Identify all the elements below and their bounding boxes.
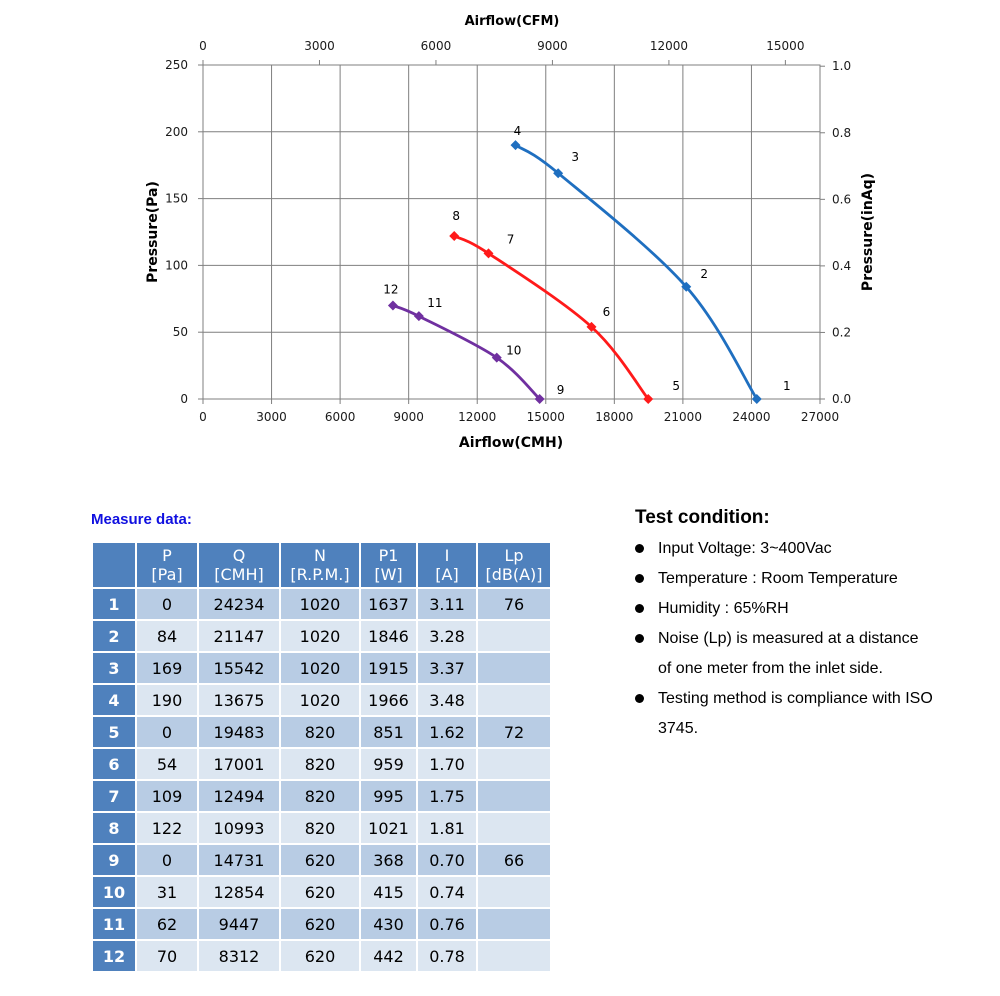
header-symbol: P <box>162 546 172 565</box>
x-axis-bottom-title: Airflow(CMH) <box>458 435 564 451</box>
table-cell: 0.74 <box>418 877 476 907</box>
table-cell: 9447 <box>199 909 279 939</box>
row-number: 10 <box>93 877 135 907</box>
table-cell: 0.76 <box>418 909 476 939</box>
table-cell: 3.28 <box>418 621 476 651</box>
table-cell: 820 <box>281 717 359 747</box>
table-cell: 21147 <box>199 621 279 651</box>
data-point-label: 3 <box>571 150 579 165</box>
y-axis-left-title: Pressure(Pa) <box>145 181 161 283</box>
table-cell: 430 <box>361 909 416 939</box>
table-header-cell <box>478 543 550 587</box>
row-number: 4 <box>93 685 135 715</box>
header-symbol: I <box>444 546 450 565</box>
table-cell: 54 <box>137 749 197 779</box>
row-number: 8 <box>93 813 135 843</box>
table-cell: 3.37 <box>418 653 476 683</box>
header-unit: [CMH] <box>214 565 264 584</box>
table-cell: 1.75 <box>418 781 476 811</box>
data-point-marker <box>388 300 398 310</box>
table-cell: 0 <box>137 845 197 875</box>
table-cell: 66 <box>478 845 550 875</box>
table-cell <box>478 909 550 939</box>
table-cell: 1637 <box>361 589 416 619</box>
header-unit: [W] <box>374 565 403 584</box>
table-cell: 1846 <box>361 621 416 651</box>
table-cell: 1020 <box>281 589 359 619</box>
table-header-cell <box>137 543 197 587</box>
row-number: 9 <box>93 845 135 875</box>
test-condition-item <box>633 534 933 564</box>
series-group <box>449 209 680 404</box>
table-cell: 1.81 <box>418 813 476 843</box>
bullet-icon <box>635 634 644 643</box>
table-cell: 3.48 <box>418 685 476 715</box>
table-cell: 84 <box>137 621 197 651</box>
table-cell: 31 <box>137 877 197 907</box>
row-number: 2 <box>93 621 135 651</box>
test-condition-text: Humidity : 65%RH <box>658 600 789 617</box>
top-tick-label: 0 <box>199 39 207 53</box>
right-tick-label: 0.2 <box>832 325 852 340</box>
table-row <box>93 781 550 811</box>
header-symbol: Lp <box>504 546 524 565</box>
table-cell: 109 <box>137 781 197 811</box>
table-row <box>93 685 550 715</box>
table-cell: 0 <box>137 717 197 747</box>
bullet-icon <box>635 604 644 613</box>
right-tick-label: 0.6 <box>832 192 852 207</box>
x-tick-label: 12000 <box>458 410 497 424</box>
table-cell: 820 <box>281 813 359 843</box>
x-tick-label: 3000 <box>256 410 287 424</box>
test-condition-item <box>633 594 933 624</box>
table-cell: 14731 <box>199 845 279 875</box>
x-axis-top-title: Airflow(CFM) <box>464 14 560 29</box>
table-cell: 1966 <box>361 685 416 715</box>
fan-performance-chart <box>0 0 1000 470</box>
data-point-marker <box>414 311 424 321</box>
table-cell: 415 <box>361 877 416 907</box>
y-tick-label: 250 <box>165 58 188 72</box>
table-row <box>93 813 550 843</box>
header-unit: [dB(A)] <box>485 565 543 584</box>
table-row <box>93 877 550 907</box>
y-tick-label: 100 <box>165 258 188 273</box>
top-tick-label: 15000 <box>766 39 805 53</box>
header-unit: [R.P.M.] <box>290 565 350 584</box>
table-cell: 0.78 <box>418 941 476 971</box>
table-row <box>93 621 550 651</box>
test-condition-item <box>633 624 933 684</box>
top-tick-label: 12000 <box>649 39 689 53</box>
x-tick-label: 24000 <box>732 410 771 424</box>
row-number: 3 <box>93 653 135 683</box>
test-condition-text: Temperature : Room Temperature <box>658 570 898 587</box>
table-row <box>93 749 550 779</box>
row-number: 12 <box>93 941 135 971</box>
y-axis-right-title: Pressure(inAq) <box>860 172 876 292</box>
table-cell: 1021 <box>361 813 416 843</box>
table-header-cell <box>418 543 476 587</box>
table-cell: 620 <box>281 877 359 907</box>
table-cell: 620 <box>281 941 359 971</box>
table-cell: 13675 <box>199 685 279 715</box>
right-tick-label: 0.8 <box>832 125 852 140</box>
data-point-label: 9 <box>556 383 565 397</box>
table-cell: 62 <box>137 909 197 939</box>
x-tick-label: 0 <box>199 410 207 424</box>
x-tick-label: 27000 <box>800 410 840 424</box>
table-cell: 12494 <box>199 781 279 811</box>
table-cell: 620 <box>281 909 359 939</box>
bullet-icon <box>635 694 644 703</box>
header-symbol: N <box>314 546 326 565</box>
table-cell <box>478 941 550 971</box>
table-cell: 442 <box>361 941 416 971</box>
data-point-label: 12 <box>383 282 399 297</box>
table-cell <box>478 781 550 811</box>
header-unit: [Pa] <box>151 565 183 584</box>
row-number: 5 <box>93 717 135 747</box>
measure-data-table <box>91 541 552 973</box>
table-header-row <box>93 543 550 587</box>
table-cell: 72 <box>478 717 550 747</box>
x-tick-label: 9000 <box>393 410 424 424</box>
chart-series <box>383 124 790 404</box>
series-group <box>510 124 790 404</box>
table-cell: 10993 <box>199 813 279 843</box>
right-tick-label: 0.0 <box>832 392 852 406</box>
table-header-cell <box>281 543 359 587</box>
top-tick-label: 3000 <box>304 39 335 53</box>
table-cell: 0 <box>137 589 197 619</box>
x-tick-label: 21000 <box>663 410 702 424</box>
data-point-label: 11 <box>427 296 443 311</box>
table-header-cell <box>199 543 279 587</box>
table-row <box>93 589 550 619</box>
series-line <box>454 236 648 399</box>
table-row <box>93 941 550 971</box>
row-number: 1 <box>93 589 135 619</box>
table-cell: 820 <box>281 781 359 811</box>
header-unit: [A] <box>435 565 459 584</box>
test-condition-text: Testing method is compliance with ISO 3745. <box>658 690 933 737</box>
row-number: 11 <box>93 909 135 939</box>
table-cell <box>478 813 550 843</box>
data-point-label: 1 <box>782 379 791 393</box>
table-cell: 15542 <box>199 653 279 683</box>
y-tick-label: 50 <box>172 325 188 340</box>
table-row <box>93 845 550 875</box>
table-cell: 1.62 <box>418 717 476 747</box>
table-cell: 24234 <box>199 589 279 619</box>
table-cell: 122 <box>137 813 197 843</box>
y-tick-label: 150 <box>165 191 188 206</box>
table-row <box>93 717 550 747</box>
data-point-label: 10 <box>506 343 522 358</box>
table-cell: 19483 <box>199 717 279 747</box>
data-point-label: 5 <box>672 379 681 393</box>
test-condition-item <box>633 684 933 744</box>
test-condition-title: Test condition: <box>635 507 770 528</box>
test-condition-item <box>633 564 933 594</box>
table-header-corner <box>93 543 135 587</box>
table-cell <box>478 621 550 651</box>
data-point-label: 8 <box>452 209 461 224</box>
table-cell: 0.70 <box>418 845 476 875</box>
table-cell: 959 <box>361 749 416 779</box>
data-point-marker <box>449 231 459 241</box>
row-number: 7 <box>93 781 135 811</box>
table-row <box>93 653 550 683</box>
series-group <box>383 282 564 404</box>
table-cell: 76 <box>478 589 550 619</box>
x-tick-label: 18000 <box>595 410 634 424</box>
test-condition-list <box>633 534 933 744</box>
header-symbol: Q <box>232 546 246 565</box>
table-cell: 8312 <box>199 941 279 971</box>
table-cell: 1020 <box>281 685 359 715</box>
table-row <box>93 909 550 939</box>
table-cell: 995 <box>361 781 416 811</box>
table-cell: 1020 <box>281 621 359 651</box>
measure-data-title: Measure data: <box>91 511 192 528</box>
data-point-label: 4 <box>513 124 522 139</box>
table-cell: 820 <box>281 749 359 779</box>
top-tick-label: 9000 <box>537 39 568 53</box>
table-cell: 1915 <box>361 653 416 683</box>
x-tick-label: 15000 <box>526 410 565 424</box>
data-point-label: 6 <box>602 304 611 319</box>
table-cell: 3.11 <box>418 589 476 619</box>
table-cell <box>478 877 550 907</box>
table-cell <box>478 749 550 779</box>
table-cell: 169 <box>137 653 197 683</box>
test-condition-text: Noise (Lp) is measured at a distance of one meter from the inlet side. <box>658 630 919 677</box>
x-tick-label: 6000 <box>324 410 356 424</box>
top-tick-label: 6000 <box>420 39 452 53</box>
row-number: 6 <box>93 749 135 779</box>
table-cell: 620 <box>281 845 359 875</box>
y-tick-label: 0 <box>180 392 188 406</box>
y-tick-label: 200 <box>165 124 188 139</box>
right-tick-label: 0.4 <box>832 258 852 273</box>
table-cell <box>478 685 550 715</box>
bullet-icon <box>635 574 644 583</box>
table-cell: 1.70 <box>418 749 476 779</box>
table-cell: 851 <box>361 717 416 747</box>
data-point-label: 7 <box>506 232 515 247</box>
table-cell: 190 <box>137 685 197 715</box>
table-cell: 70 <box>137 941 197 971</box>
header-symbol: P1 <box>378 546 399 565</box>
table-cell: 12854 <box>199 877 279 907</box>
table-cell: 368 <box>361 845 416 875</box>
table-cell <box>478 653 550 683</box>
right-tick-label: 1.0 <box>832 59 852 74</box>
data-point-label: 2 <box>700 266 709 281</box>
table-header-cell <box>361 543 416 587</box>
bullet-icon <box>635 544 644 553</box>
table-cell: 17001 <box>199 749 279 779</box>
series-line <box>516 145 757 399</box>
table-cell: 1020 <box>281 653 359 683</box>
test-condition-text: Input Voltage: 3~400Vac <box>658 540 832 557</box>
